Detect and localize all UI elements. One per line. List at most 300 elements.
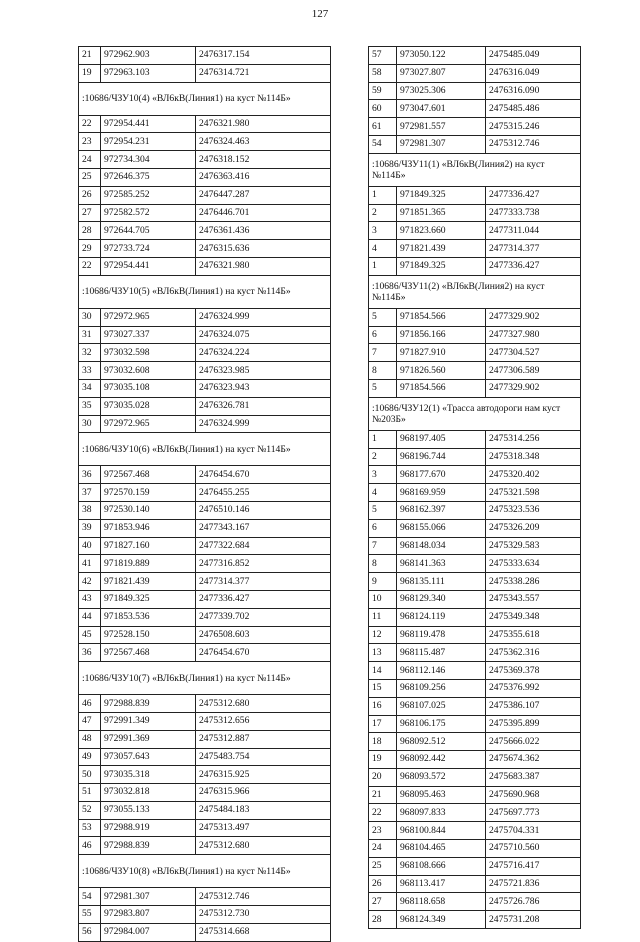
point-number-cell: 54 (79, 888, 101, 906)
section-header-row (79, 275, 331, 308)
coordinate-row (369, 82, 581, 100)
point-number-cell: 20 (369, 768, 397, 786)
point-number-cell: 50 (79, 766, 101, 784)
point-number-cell: 36 (79, 644, 101, 662)
y-coordinate-cell: 2475704.331 (486, 822, 581, 840)
y-coordinate-cell: 2476324.999 (196, 308, 331, 326)
coordinate-row (369, 47, 581, 65)
coordinate-row (79, 537, 331, 555)
point-number-cell: 8 (369, 362, 397, 380)
coordinate-row (369, 204, 581, 222)
point-number-cell: 21 (79, 47, 101, 65)
point-number-cell: 14 (369, 662, 397, 680)
point-number-cell: 23 (79, 133, 101, 151)
x-coordinate-cell: 968109.256 (397, 679, 486, 697)
coordinate-row (79, 168, 331, 186)
y-coordinate-cell: 2475726.786 (486, 893, 581, 911)
coordinate-row (369, 875, 581, 893)
coordinate-row (79, 801, 331, 819)
section-header-row (79, 82, 331, 115)
section-header: :10686/ЧЗУ10(6) «ВЛ6кВ(Линия1) на куст №114Б» (79, 433, 331, 466)
coordinate-row (79, 397, 331, 415)
y-coordinate-cell: 2475721.836 (486, 875, 581, 893)
x-coordinate-cell: 972981.557 (397, 118, 486, 136)
y-coordinate-cell: 2477304.527 (486, 344, 581, 362)
y-coordinate-cell: 2476314.721 (196, 64, 331, 82)
point-number-cell: 56 (79, 923, 101, 941)
x-coordinate-cell: 973050.122 (397, 47, 486, 65)
x-coordinate-cell: 968197.405 (397, 430, 486, 448)
y-coordinate-cell: 2476454.670 (196, 644, 331, 662)
x-coordinate-cell: 971849.325 (397, 186, 486, 204)
coordinate-row (369, 501, 581, 519)
x-coordinate-cell: 968135.111 (397, 573, 486, 591)
x-coordinate-cell: 968155.066 (397, 519, 486, 537)
coordinate-row (79, 730, 331, 748)
x-coordinate-cell: 972972.965 (101, 308, 196, 326)
coordinate-row (79, 923, 331, 941)
x-coordinate-cell: 972954.441 (101, 257, 196, 275)
coordinate-row (369, 379, 581, 397)
x-coordinate-cell: 968100.844 (397, 822, 486, 840)
point-number-cell: 30 (79, 415, 101, 433)
section-header-row (369, 153, 581, 186)
point-number-cell: 5 (369, 308, 397, 326)
point-number-cell: 55 (79, 906, 101, 924)
x-coordinate-cell: 968141.363 (397, 555, 486, 573)
y-coordinate-cell: 2475716.417 (486, 857, 581, 875)
coordinate-row (79, 257, 331, 275)
point-number-cell: 36 (79, 466, 101, 484)
y-coordinate-cell: 2475710.560 (486, 840, 581, 858)
point-number-cell: 27 (79, 204, 101, 222)
y-coordinate-cell: 2476324.224 (196, 344, 331, 362)
section-header: :10686/ЧЗУ11(1) «ВЛ6кВ(Линия2) на куст №114Б» (369, 153, 581, 186)
point-number-cell: 10 (369, 590, 397, 608)
point-number-cell: 32 (79, 344, 101, 362)
x-coordinate-cell: 972646.375 (101, 168, 196, 186)
point-number-cell: 7 (369, 344, 397, 362)
point-number-cell: 25 (79, 168, 101, 186)
point-number-cell: 28 (79, 222, 101, 240)
coordinate-row (369, 768, 581, 786)
coordinate-row (369, 64, 581, 82)
y-coordinate-cell: 2477343.167 (196, 519, 331, 537)
x-coordinate-cell: 973025.306 (397, 82, 486, 100)
coordinate-row (79, 837, 331, 855)
coordinate-row (369, 308, 581, 326)
coordinate-row (79, 133, 331, 151)
section-header: :10686/ЧЗУ12(1) «Трасса автодороги нам куст №203Б» (369, 397, 581, 430)
x-coordinate-cell: 968097.833 (397, 804, 486, 822)
x-coordinate-cell: 968119.478 (397, 626, 486, 644)
coordinate-row (369, 222, 581, 240)
point-number-cell: 39 (79, 519, 101, 537)
x-coordinate-cell: 972530.140 (101, 501, 196, 519)
coordinate-row (369, 344, 581, 362)
y-coordinate-cell: 2477327.980 (486, 326, 581, 344)
coordinate-row (79, 64, 331, 82)
coordinate-row (79, 344, 331, 362)
coordinate-row (79, 906, 331, 924)
point-number-cell: 5 (369, 501, 397, 519)
y-coordinate-cell: 2476447.287 (196, 186, 331, 204)
point-number-cell: 28 (369, 911, 397, 929)
coordinate-row (79, 222, 331, 240)
point-number-cell: 2 (369, 448, 397, 466)
y-coordinate-cell: 2475314.256 (486, 430, 581, 448)
point-number-cell: 25 (369, 857, 397, 875)
y-coordinate-cell: 2475312.656 (196, 712, 331, 730)
coordinate-row (79, 115, 331, 133)
point-number-cell: 35 (79, 397, 101, 415)
x-coordinate-cell: 971819.889 (101, 555, 196, 573)
point-number-cell: 13 (369, 644, 397, 662)
coordinate-row (79, 695, 331, 713)
y-coordinate-cell: 2475483.754 (196, 748, 331, 766)
y-coordinate-cell: 2475312.730 (196, 906, 331, 924)
point-number-cell: 33 (79, 362, 101, 380)
coordinate-row (79, 47, 331, 65)
y-coordinate-cell: 2477329.902 (486, 379, 581, 397)
x-coordinate-cell: 973055.133 (101, 801, 196, 819)
x-coordinate-cell: 971826.560 (397, 362, 486, 380)
coordinate-row (369, 626, 581, 644)
point-number-cell: 41 (79, 555, 101, 573)
point-number-cell: 46 (79, 837, 101, 855)
x-coordinate-cell: 972528.150 (101, 626, 196, 644)
y-coordinate-cell: 2476508.603 (196, 626, 331, 644)
point-number-cell: 44 (79, 608, 101, 626)
point-number-cell: 16 (369, 697, 397, 715)
y-coordinate-cell: 2475355.618 (486, 626, 581, 644)
point-number-cell: 19 (79, 64, 101, 82)
coordinate-row (79, 519, 331, 537)
x-coordinate-cell: 968112.146 (397, 662, 486, 680)
x-coordinate-cell: 973032.608 (101, 362, 196, 380)
x-coordinate-cell: 973027.337 (101, 326, 196, 344)
x-coordinate-cell: 972733.724 (101, 240, 196, 258)
coordinate-row (369, 644, 581, 662)
x-coordinate-cell: 972570.159 (101, 484, 196, 502)
point-number-cell: 4 (369, 240, 397, 258)
coordinate-row (369, 100, 581, 118)
x-coordinate-cell: 972984.007 (101, 923, 196, 941)
x-coordinate-cell: 968162.397 (397, 501, 486, 519)
coordinate-row (79, 151, 331, 169)
point-number-cell: 19 (369, 751, 397, 769)
x-coordinate-cell: 973035.108 (101, 379, 196, 397)
x-coordinate-cell: 968093.572 (397, 768, 486, 786)
x-coordinate-cell: 972954.231 (101, 133, 196, 151)
coordinate-row (369, 240, 581, 258)
x-coordinate-cell: 972991.349 (101, 712, 196, 730)
x-coordinate-cell: 971856.166 (397, 326, 486, 344)
section-header: :10686/ЧЗУ11(2) «ВЛ6кВ(Линия2) на куст №114Б» (369, 275, 581, 308)
y-coordinate-cell: 2476321.980 (196, 115, 331, 133)
point-number-cell: 47 (79, 712, 101, 730)
y-coordinate-cell: 2477306.589 (486, 362, 581, 380)
x-coordinate-cell: 973035.318 (101, 766, 196, 784)
coordinate-row (369, 466, 581, 484)
coordinate-row (79, 766, 331, 784)
y-coordinate-cell: 2475329.583 (486, 537, 581, 555)
x-coordinate-cell: 971854.566 (397, 308, 486, 326)
y-coordinate-cell: 2475314.668 (196, 923, 331, 941)
coordinate-row (369, 893, 581, 911)
y-coordinate-cell: 2475312.746 (196, 888, 331, 906)
y-coordinate-cell: 2476324.075 (196, 326, 331, 344)
x-coordinate-cell: 973032.818 (101, 784, 196, 802)
x-coordinate-cell: 973027.807 (397, 64, 486, 82)
point-number-cell: 1 (369, 257, 397, 275)
point-number-cell: 12 (369, 626, 397, 644)
point-number-cell: 30 (79, 308, 101, 326)
y-coordinate-cell: 2475318.348 (486, 448, 581, 466)
point-number-cell: 4 (369, 484, 397, 502)
point-number-cell: 15 (369, 679, 397, 697)
x-coordinate-cell: 968115.487 (397, 644, 486, 662)
coordinate-row (369, 679, 581, 697)
y-coordinate-cell: 2476454.670 (196, 466, 331, 484)
x-coordinate-cell: 972981.307 (101, 888, 196, 906)
y-coordinate-cell: 2475343.557 (486, 590, 581, 608)
y-coordinate-cell: 2475313.497 (196, 819, 331, 837)
coordinate-row (369, 590, 581, 608)
point-number-cell: 37 (79, 484, 101, 502)
coordinate-row (369, 135, 581, 153)
point-number-cell: 6 (369, 326, 397, 344)
y-coordinate-cell: 2475386.107 (486, 697, 581, 715)
point-number-cell: 18 (369, 733, 397, 751)
x-coordinate-cell: 971851.365 (397, 204, 486, 222)
y-coordinate-cell: 2476326.781 (196, 397, 331, 415)
point-number-cell: 52 (79, 801, 101, 819)
x-coordinate-cell: 971827.910 (397, 344, 486, 362)
coordinate-row (369, 662, 581, 680)
y-coordinate-cell: 2475674.362 (486, 751, 581, 769)
x-coordinate-cell: 968177.670 (397, 466, 486, 484)
section-header: :10686/ЧЗУ10(7) «ВЛ6кВ(Линия1) на куст №114Б» (79, 662, 331, 695)
x-coordinate-cell: 972983.807 (101, 906, 196, 924)
y-coordinate-cell: 2475321.598 (486, 484, 581, 502)
coordinate-row (369, 573, 581, 591)
page-number: 127 (311, 8, 329, 20)
point-number-cell: 26 (79, 186, 101, 204)
section-header-row (79, 662, 331, 695)
x-coordinate-cell: 968118.658 (397, 893, 486, 911)
section-header-row (79, 433, 331, 466)
x-coordinate-cell: 968107.025 (397, 697, 486, 715)
point-number-cell: 24 (369, 840, 397, 858)
x-coordinate-cell: 968129.340 (397, 590, 486, 608)
x-coordinate-cell: 968113.417 (397, 875, 486, 893)
point-number-cell: 54 (369, 135, 397, 153)
y-coordinate-cell: 2475333.634 (486, 555, 581, 573)
y-coordinate-cell: 2475320.402 (486, 466, 581, 484)
point-number-cell: 8 (369, 555, 397, 573)
coordinate-row (369, 537, 581, 555)
section-header-row (369, 275, 581, 308)
y-coordinate-cell: 2475315.246 (486, 118, 581, 136)
point-number-cell: 49 (79, 748, 101, 766)
x-coordinate-cell: 972567.468 (101, 644, 196, 662)
y-coordinate-cell: 2477336.427 (486, 186, 581, 204)
y-coordinate-cell: 2476316.090 (486, 82, 581, 100)
point-number-cell: 3 (369, 222, 397, 240)
x-coordinate-cell: 971853.536 (101, 608, 196, 626)
coordinate-row (79, 379, 331, 397)
coordinate-row (369, 715, 581, 733)
y-coordinate-cell: 2476317.154 (196, 47, 331, 65)
section-header-row (79, 855, 331, 888)
y-coordinate-cell: 2477336.427 (196, 590, 331, 608)
coordinate-row (369, 911, 581, 929)
point-number-cell: 6 (369, 519, 397, 537)
point-number-cell: 11 (369, 608, 397, 626)
y-coordinate-cell: 2477322.684 (196, 537, 331, 555)
point-number-cell: 26 (369, 875, 397, 893)
y-coordinate-cell: 2475484.183 (196, 801, 331, 819)
y-coordinate-cell: 2476324.999 (196, 415, 331, 433)
coordinate-row (369, 257, 581, 275)
y-coordinate-cell: 2476315.966 (196, 784, 331, 802)
coordinate-row (79, 326, 331, 344)
point-number-cell: 17 (369, 715, 397, 733)
coordinate-row (79, 484, 331, 502)
y-coordinate-cell: 2477316.852 (196, 555, 331, 573)
y-coordinate-cell: 2476318.152 (196, 151, 331, 169)
coordinates-table-right (368, 46, 581, 929)
y-coordinate-cell: 2476510.146 (196, 501, 331, 519)
point-number-cell: 1 (369, 430, 397, 448)
x-coordinate-cell: 972582.572 (101, 204, 196, 222)
y-coordinate-cell: 2477314.377 (486, 240, 581, 258)
y-coordinate-cell: 2475683.387 (486, 768, 581, 786)
y-coordinate-cell: 2476316.049 (486, 64, 581, 82)
coordinate-row (79, 186, 331, 204)
point-number-cell: 1 (369, 186, 397, 204)
point-number-cell: 21 (369, 786, 397, 804)
y-coordinate-cell: 2476361.436 (196, 222, 331, 240)
point-number-cell: 43 (79, 590, 101, 608)
x-coordinate-cell: 973057.643 (101, 748, 196, 766)
x-coordinate-cell: 971821.439 (101, 573, 196, 591)
point-number-cell: 23 (369, 822, 397, 840)
point-number-cell: 2 (369, 204, 397, 222)
y-coordinate-cell: 2475485.486 (486, 100, 581, 118)
x-coordinate-cell: 972991.369 (101, 730, 196, 748)
coordinate-row (369, 733, 581, 751)
y-coordinate-cell: 2476446.701 (196, 204, 331, 222)
y-coordinate-cell: 2477336.427 (486, 257, 581, 275)
coordinate-row (369, 362, 581, 380)
y-coordinate-cell: 2475485.049 (486, 47, 581, 65)
coordinate-row (369, 555, 581, 573)
x-coordinate-cell: 973032.598 (101, 344, 196, 362)
y-coordinate-cell: 2476315.925 (196, 766, 331, 784)
coordinate-row (79, 573, 331, 591)
point-number-cell: 58 (369, 64, 397, 82)
coordinate-row (369, 857, 581, 875)
x-coordinate-cell: 971849.325 (397, 257, 486, 275)
y-coordinate-cell: 2475395.899 (486, 715, 581, 733)
y-coordinate-cell: 2476324.463 (196, 133, 331, 151)
coordinate-row (79, 784, 331, 802)
coordinate-row (369, 484, 581, 502)
x-coordinate-cell: 972644.705 (101, 222, 196, 240)
x-coordinate-cell: 972963.103 (101, 64, 196, 82)
coordinate-row (79, 501, 331, 519)
coordinate-row (369, 840, 581, 858)
y-coordinate-cell: 2477314.377 (196, 573, 331, 591)
y-coordinate-cell: 2476315.636 (196, 240, 331, 258)
y-coordinate-cell: 2475666.022 (486, 733, 581, 751)
x-coordinate-cell: 968095.463 (397, 786, 486, 804)
point-number-cell: 38 (79, 501, 101, 519)
y-coordinate-cell: 2475731.208 (486, 911, 581, 929)
point-number-cell: 48 (79, 730, 101, 748)
x-coordinate-cell: 968124.119 (397, 608, 486, 626)
coordinate-row (369, 804, 581, 822)
point-number-cell: 7 (369, 537, 397, 555)
y-coordinate-cell: 2476323.985 (196, 362, 331, 380)
x-coordinate-cell: 971849.325 (101, 590, 196, 608)
point-number-cell: 31 (79, 326, 101, 344)
section-header-row (369, 397, 581, 430)
coordinate-row (369, 186, 581, 204)
point-number-cell: 22 (79, 257, 101, 275)
coordinate-row (369, 326, 581, 344)
y-coordinate-cell: 2475697.773 (486, 804, 581, 822)
point-number-cell: 53 (79, 819, 101, 837)
coordinate-row (369, 519, 581, 537)
x-coordinate-cell: 972954.441 (101, 115, 196, 133)
x-coordinate-cell: 972734.304 (101, 151, 196, 169)
coordinate-row (79, 644, 331, 662)
coordinate-row (79, 626, 331, 644)
x-coordinate-cell: 972988.839 (101, 837, 196, 855)
x-coordinate-cell: 968124.349 (397, 911, 486, 929)
x-coordinate-cell: 968108.666 (397, 857, 486, 875)
y-coordinate-cell: 2475312.887 (196, 730, 331, 748)
coordinate-row (369, 118, 581, 136)
y-coordinate-cell: 2475349.348 (486, 608, 581, 626)
x-coordinate-cell: 972962.903 (101, 47, 196, 65)
x-coordinate-cell: 972585.252 (101, 186, 196, 204)
y-coordinate-cell: 2475312.680 (196, 837, 331, 855)
point-number-cell: 40 (79, 537, 101, 555)
x-coordinate-cell: 972567.468 (101, 466, 196, 484)
coordinate-row (79, 204, 331, 222)
point-number-cell: 5 (369, 379, 397, 397)
x-coordinate-cell: 971854.566 (397, 379, 486, 397)
x-coordinate-cell: 973047.601 (397, 100, 486, 118)
x-coordinate-cell: 972988.919 (101, 819, 196, 837)
x-coordinate-cell: 968092.512 (397, 733, 486, 751)
x-coordinate-cell: 972981.307 (397, 135, 486, 153)
x-coordinate-cell: 971823.660 (397, 222, 486, 240)
x-coordinate-cell: 968106.175 (397, 715, 486, 733)
coordinate-row (79, 819, 331, 837)
point-number-cell: 61 (369, 118, 397, 136)
x-coordinate-cell: 968092.442 (397, 751, 486, 769)
coordinate-row (79, 308, 331, 326)
x-coordinate-cell: 972972.965 (101, 415, 196, 433)
y-coordinate-cell: 2477339.702 (196, 608, 331, 626)
x-coordinate-cell: 971853.946 (101, 519, 196, 537)
x-coordinate-cell: 968196.744 (397, 448, 486, 466)
